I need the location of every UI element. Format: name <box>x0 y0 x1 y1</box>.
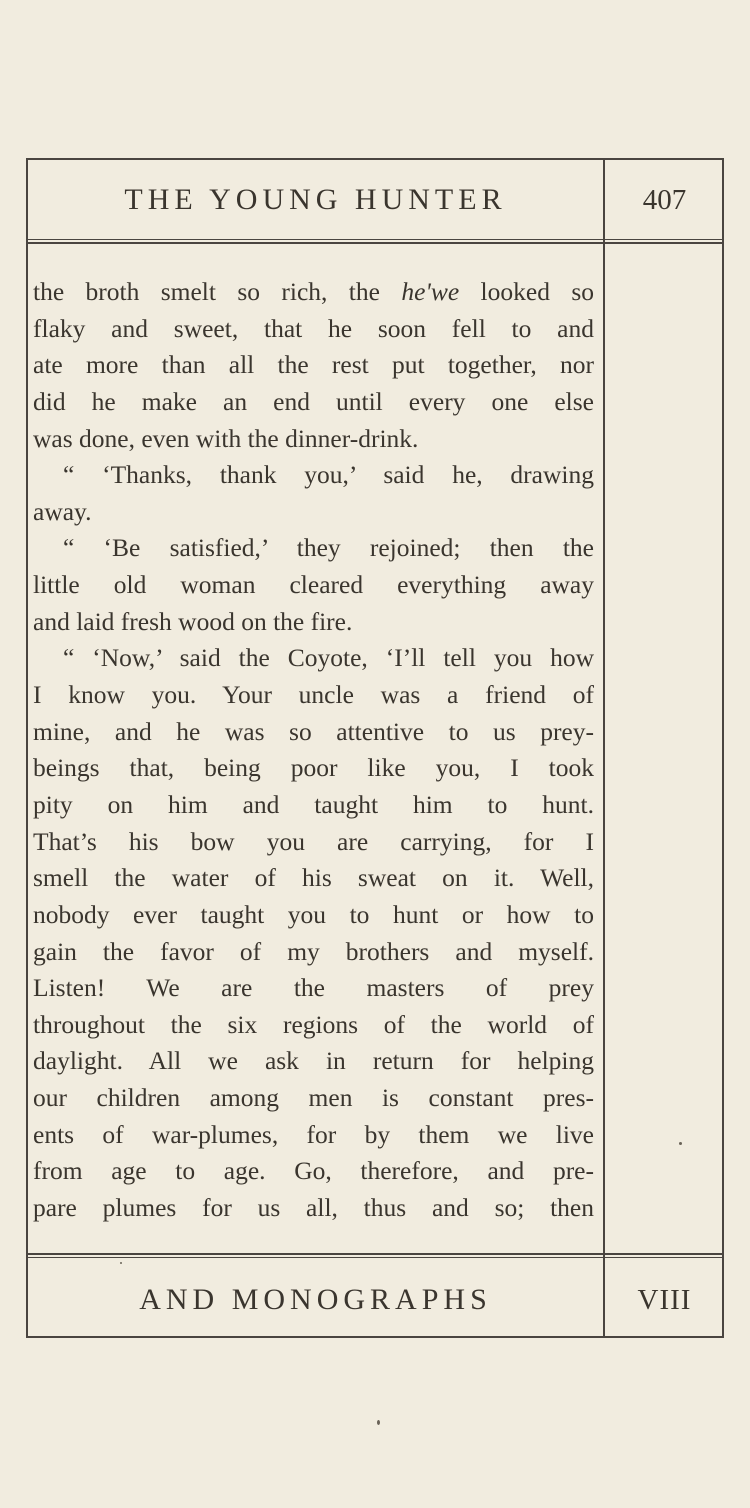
text-line <box>33 1117 594 1154</box>
text-line <box>33 750 594 787</box>
text-segment: looked so <box>459 277 594 306</box>
text-line <box>33 347 594 384</box>
text-line <box>33 934 594 971</box>
text-segment: pity on him and taught him to hunt. <box>33 789 594 819</box>
text-segment: mine, and he was so attentive to us prey- <box>33 716 594 746</box>
text-segment: was done, even with the dinner-drink. <box>33 423 419 453</box>
text-line <box>33 677 594 714</box>
text-line <box>33 714 594 751</box>
text-segment: little old woman cleared everything away <box>33 570 594 600</box>
text-line <box>33 824 594 861</box>
text-segment: daylight. All we ask in return for helping <box>33 1046 594 1076</box>
text-line <box>33 530 594 567</box>
text-line <box>33 640 594 677</box>
footer-rule <box>28 1257 722 1258</box>
header-rule <box>28 239 722 240</box>
text-segment: “ ‘Now,’ said the Coyote, ‘I’ll tell you how <box>63 643 594 673</box>
text-line <box>33 897 594 934</box>
text-line <box>33 311 594 348</box>
text-segment: from age to age. Go, therefore, and pre- <box>33 1156 594 1186</box>
header-rule <box>28 242 722 244</box>
body-text <box>33 274 594 1227</box>
text-segment: That’s his bow you are carrying, for I <box>33 826 594 856</box>
text-segment: “ ‘Be satisfied,’ they rejoined; then the <box>63 533 594 563</box>
text-segment: the broth smelt so rich, the <box>33 277 402 306</box>
running-head-title: THE YOUNG HUNTER <box>124 183 507 216</box>
text-segment: beings that, being poor like you, I took <box>33 753 594 783</box>
text-segment: and laid fresh wood on the fire. <box>33 606 353 636</box>
text-line <box>33 1153 594 1190</box>
footer-rule <box>28 1253 722 1255</box>
margin-speck <box>120 1262 122 1264</box>
text-line <box>33 1043 594 1080</box>
column-divider <box>603 160 605 1336</box>
text-line <box>33 274 594 311</box>
text-segment: away. <box>33 496 92 526</box>
text-line <box>33 1080 594 1117</box>
text-line <box>33 1007 594 1044</box>
text-line <box>33 384 594 421</box>
text-line <box>33 421 594 458</box>
text-segment: ate more than all the rest put together, nor <box>33 350 594 380</box>
text-segment: throughout the six regions of the world of <box>33 1009 594 1039</box>
footer-series: AND MONOGRAPHS <box>139 1283 492 1316</box>
text-line <box>33 457 594 494</box>
page-number: 407 <box>642 184 687 216</box>
footer-volume: VIII <box>637 1284 692 1316</box>
text-segment: did he make an end until every one else <box>33 386 594 416</box>
text-segment: Listen! We are the masters of prey <box>33 973 594 1003</box>
text-segment: pare plumes for us all, thus and so; then <box>33 1193 594 1223</box>
text-segment: “ ‘Thanks, thank you,’ said he, drawing <box>63 460 594 490</box>
text-segment: ents of war-plumes, for by them we live <box>33 1119 594 1149</box>
text-line <box>33 1190 594 1227</box>
text-segment: our children among men is constant pres- <box>33 1083 594 1113</box>
text-line <box>33 787 594 824</box>
text-line <box>33 567 594 604</box>
text-line <box>33 970 594 1007</box>
margin-speck <box>377 1420 380 1425</box>
text-line <box>33 604 594 641</box>
margin-speck <box>679 1142 682 1145</box>
italic-term: he'we <box>401 277 460 306</box>
text-line <box>33 860 594 897</box>
text-segment: nobody ever taught you to hunt or how to <box>33 899 594 929</box>
text-line <box>33 494 594 531</box>
text-segment: gain the favor of my brothers and myself. <box>33 936 594 966</box>
text-segment: flaky and sweet, that he soon fell to and <box>33 313 594 343</box>
text-segment: I know you. Your uncle was a friend of <box>33 680 594 710</box>
text-segment: smell the water of his sweat on it. Well, <box>33 863 594 893</box>
